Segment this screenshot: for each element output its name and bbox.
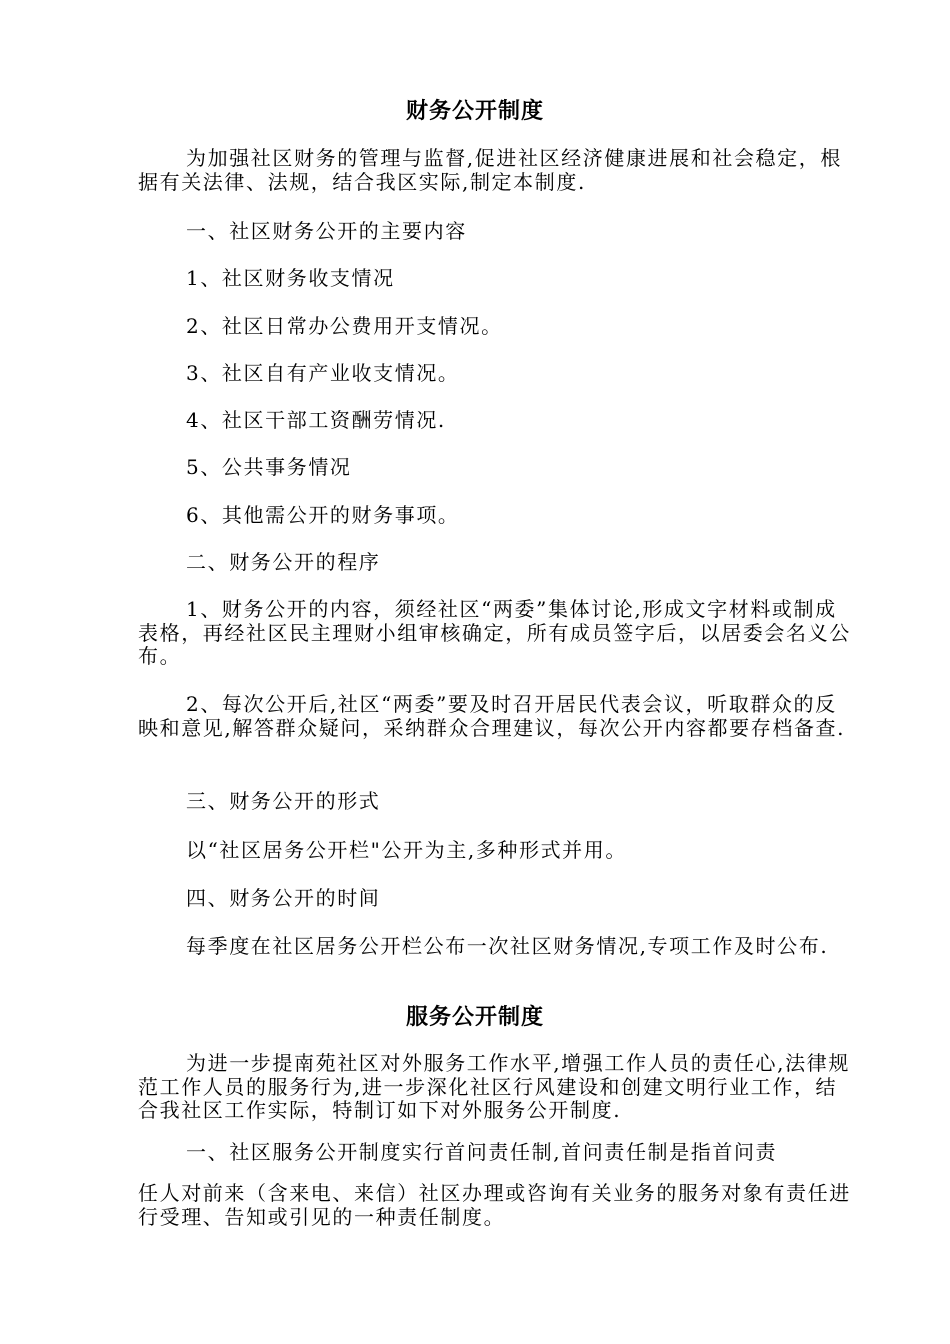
service-disclosure-title: 服务公开制度: [405, 1005, 544, 1030]
list-item-cadre-salary: 4、社区干部工资酬劳情况.: [186, 408, 446, 432]
time-paragraph: 每季度在社区居务公开栏公布一次社区财务情况,专项工作及时公布.: [186, 934, 829, 958]
list-item-finance-income: 1、社区财务收支情况: [186, 266, 395, 290]
service-clause-1-first-line: 一、社区服务公开制度实行首问责任制,首问责任制是指首问责: [186, 1140, 778, 1164]
service-clause-1-continuation: 任人对前来（含来电、来信）社区办理或咨询有关业务的服务对象有责任进行受理、告知或引见的一种责任制度。: [138, 1181, 851, 1229]
list-item-other-matters: 6、其他需公开的财务事项。: [186, 503, 460, 527]
form-paragraph: 以“社区居务公开栏"公开为主,多种形式并用。: [186, 838, 627, 862]
financial-disclosure-title: 财务公开制度: [405, 99, 544, 124]
heading-time: 四、财务公开的时间: [186, 886, 381, 910]
financial-intro-paragraph: 为加强社区财务的管理与监督,促进社区经济健康进展和社会稳定，根据有关法律、法规，结合我区实际,制定本制度.: [138, 146, 842, 194]
procedure-paragraph-2: 2、每次公开后,社区“两委”要及时召开居民代表会议，听取群众的反映和意见,解答群众疑问，采纳群众合理建议，每次公开内容都要存档备查.: [138, 692, 846, 740]
list-item-office-expenses: 2、社区日常办公费用开支情况。: [186, 314, 503, 338]
service-intro-paragraph: 为进一步提南苑社区对外服务工作水平,增强工作人员的责任心,法律规范工作人员的服务行为,进一步深化社区行风建设和创建文明行业工作，结合我社区工作实际，特制订如下对外服务公开制度.: [138, 1051, 850, 1122]
list-item-public-affairs: 5、公共事务情况: [186, 455, 352, 479]
heading-main-content: 一、社区财务公开的主要内容: [186, 219, 467, 243]
heading-form: 三、财务公开的形式: [186, 789, 381, 813]
procedure-paragraph-1: 1、财务公开的内容，须经社区“两委”集体讨论,形成文字材料或制成表格，再经社区民主理财小组审核确定，所有成员签字后，以居委会名义公布。: [138, 597, 851, 668]
list-item-property-income: 3、社区自有产业收支情况。: [186, 361, 460, 385]
heading-procedure: 二、财务公开的程序: [186, 550, 381, 574]
